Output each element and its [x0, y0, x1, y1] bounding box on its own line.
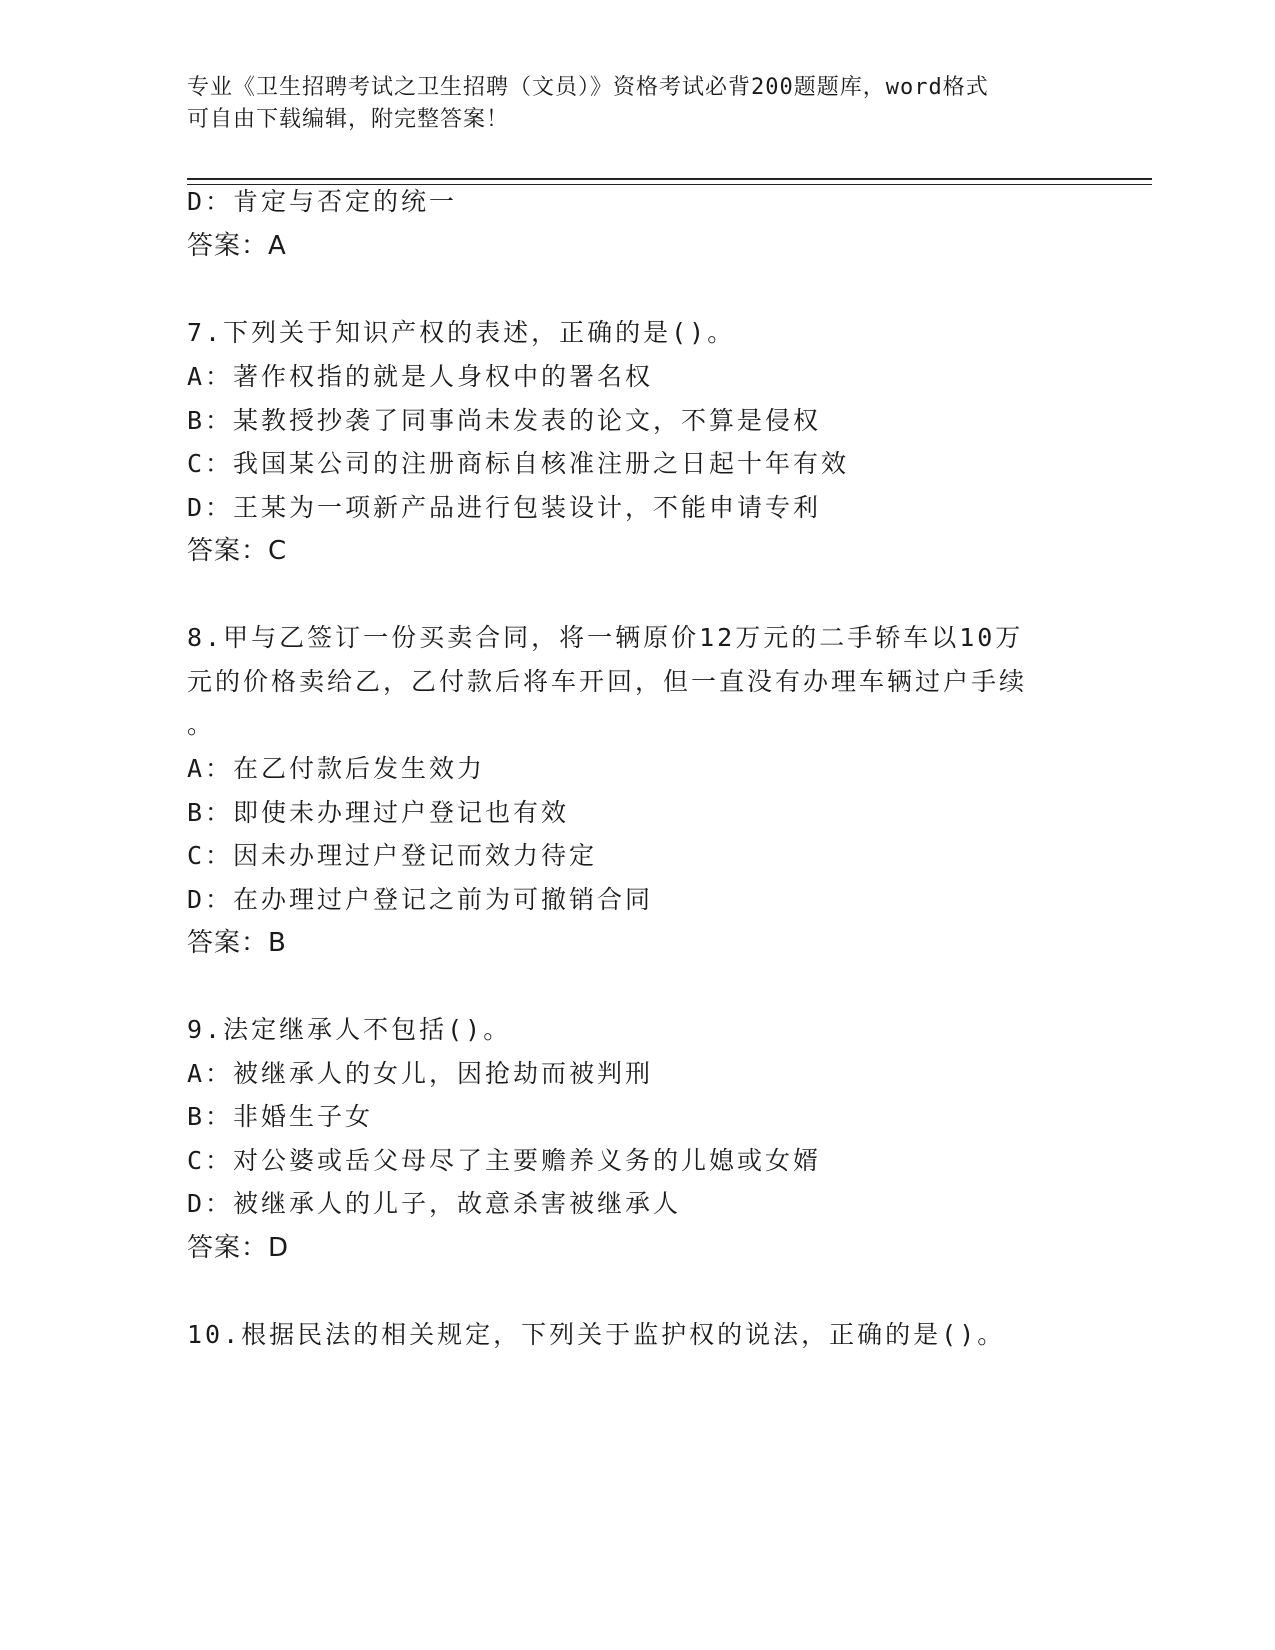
q7-answer: 答案：C — [187, 536, 288, 566]
q8-stem-line-2: 元的价格卖给乙，乙付款后将车开回，但一直没有办理车辆过户手续 — [187, 667, 1028, 696]
q8-option-b: B：即使未办理过户登记也有效 — [187, 798, 570, 827]
q8-stem-line-3: 。 — [187, 710, 216, 739]
q7-stem: 7.下列关于知识产权的表述，正确的是()。 — [187, 318, 736, 347]
q9-option-d: D：被继承人的儿子，故意杀害被继承人 — [187, 1189, 682, 1218]
q9-option-c: C：对公婆或岳父母尽了主要赡养义务的儿媳或女婿 — [187, 1146, 822, 1175]
document-header — [187, 72, 1067, 136]
q9-stem: 9.法定继承人不包括()。 — [187, 1015, 512, 1044]
q9-option-b: B：非婚生子女 — [187, 1102, 374, 1131]
prev-answer: 答案：A — [187, 231, 287, 261]
q7-option-a: A：著作权指的就是人身权中的署名权 — [187, 362, 654, 391]
q9-option-a: A：被继承人的女儿，因抢劫而被判刑 — [187, 1059, 654, 1088]
q8-option-a: A：在乙付款后发生效力 — [187, 754, 486, 783]
q8-option-d: D：在办理过户登记之前为可撤销合同 — [187, 885, 654, 914]
q7-option-c: C：我国某公司的注册商标自核准注册之日起十年有效 — [187, 449, 850, 478]
q10-stem: 10.根据民法的相关规定，下列关于监护权的说法，正确的是()。 — [187, 1320, 1006, 1349]
header-divider-thick — [187, 178, 1152, 180]
q8-option-c: C：因未办理过户登记而效力待定 — [187, 841, 598, 870]
header-line-1: 专业《卫生招聘考试之卫生招聘（文员）》资格考试必背200题题库，word格式 — [187, 75, 989, 100]
q8-stem-line-1: 8.甲与乙签订一份买卖合同，将一辆原价12万元的二手轿车以10万 — [187, 623, 1024, 652]
header-divider-thin — [187, 184, 1152, 185]
q7-option-b: B：某教授抄袭了同事尚未发表的论文，不算是侵权 — [187, 406, 822, 435]
q8-answer: 答案：B — [187, 928, 287, 958]
prev-option-d: D：肯定与否定的统一 — [187, 187, 458, 216]
header-line-2: 可自由下载编辑，附完整答案！ — [187, 107, 510, 132]
q7-option-d: D：王某为一项新产品进行包装设计，不能申请专利 — [187, 493, 822, 522]
q9-answer: 答案：D — [187, 1233, 290, 1263]
